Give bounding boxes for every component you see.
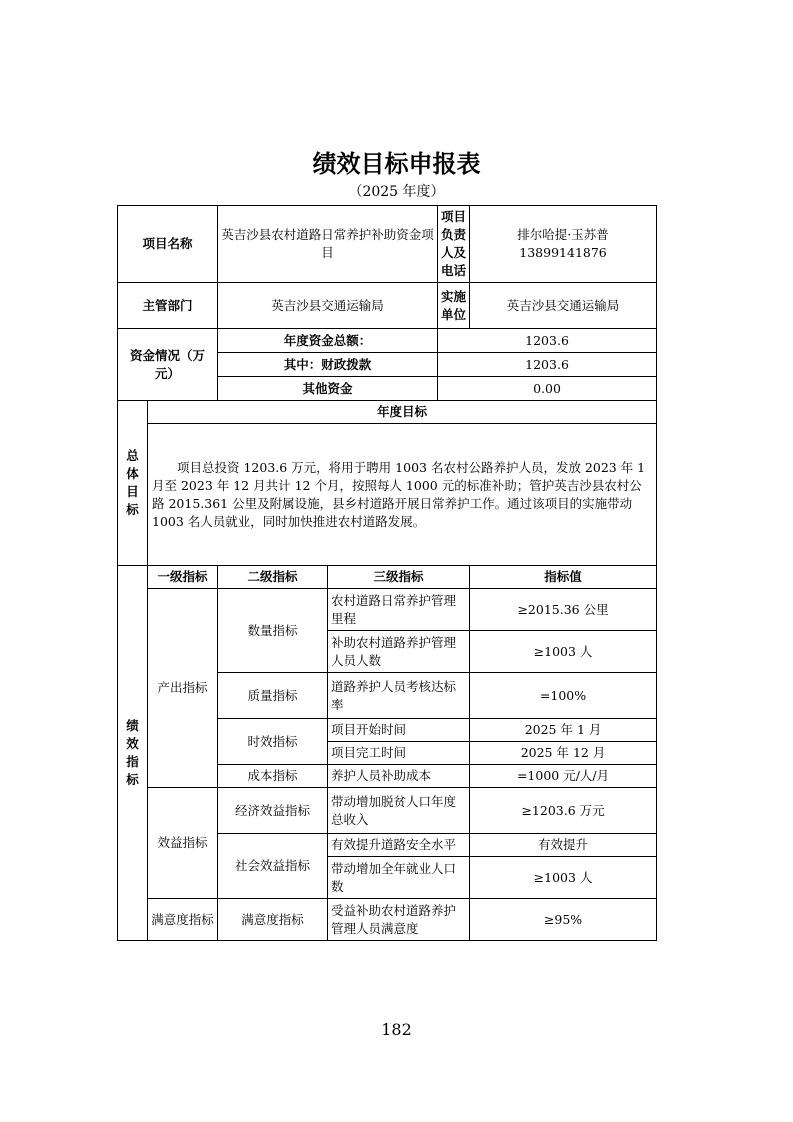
funds-label: 资金情况（万元） [118,329,218,401]
table-row-t1-value: 2025 年 1 月 [470,719,657,742]
indicators-label: 绩效指标 [118,566,148,941]
table-row-ql1-name: 道路养护人员考核达标率 [328,673,470,719]
annual-goal-header: 年度目标 [148,401,657,424]
table-row-q1-name: 农村道路日常养护管理里程 [328,589,470,631]
funds-fiscal-value: 1203.6 [438,353,657,377]
output-indicator: 产出指标 [148,589,218,788]
table-row-c1-value: =1000 元/人/月 [470,765,657,788]
table-row-t2-name: 项目完工时间 [328,742,470,765]
page-title: 绩效目标申报表 [312,150,481,178]
funds-total-value: 1203.6 [438,329,657,353]
impl-value: 英吉沙县交通运输局 [470,283,657,329]
satisfaction-indicator-level2: 满意度指标 [218,899,328,941]
page-number: 182 [381,1020,412,1039]
owner-value: 排尔哈提·玉苏普 13899141876 [470,206,657,283]
table-row-sat1-name: 受益补助农村道路养护管理人员满意度 [328,899,470,941]
cost-indicator: 成本指标 [218,765,328,788]
owner-label: 项目负责人及电话 [438,206,470,283]
table-row-ql1-value: =100% [470,673,657,719]
table-row-q2-name: 补助农村道路养护管理人员人数 [328,631,470,673]
col-level3: 三级指标 [328,566,470,589]
annual-goal-text: 项目总投资 1203.6 万元，将用于聘用 1003 名农村公路养护人员，发放 2023 年 1 月至 2023 年 12 月共计 12 个月，按照每人 1000 元的标准补助；管护英吉沙县农村公路 2015.361 公里及附属设施，县乡村道路开展日常养护工作。通过该项目的实施带动 1003 名人员就业，同时加快推进农村道路发展。 [148,424,657,566]
table-row-s2-name: 带动增加全年就业人口数 [328,857,470,899]
page-subtitle: （2025 年度） [348,184,445,200]
col-level2: 二级指标 [218,566,328,589]
table-row-e1-name: 带动增加脱贫人口年度总收入 [328,788,470,834]
dept-value: 英吉沙县交通运输局 [218,283,438,329]
satisfaction-indicator: 满意度指标 [148,899,218,941]
performance-table [117,205,657,941]
timeliness-indicator: 时效指标 [218,719,328,765]
table-row-sat1-value: ≥95% [470,899,657,941]
economic-indicator: 经济效益指标 [218,788,328,834]
quality-indicator: 质量指标 [218,673,328,719]
project-name-label: 项目名称 [118,206,218,283]
table-row-q1-value: ≥2015.36 公里 [470,589,657,631]
table-row-s1-value: 有效提升 [470,834,657,857]
funds-total-label: 年度资金总额： [218,329,438,353]
table-row-s2-value: ≥1003 人 [470,857,657,899]
table-row-t2-value: 2025 年 12 月 [470,742,657,765]
table-row-q2-value: ≥1003 人 [470,631,657,673]
social-indicator: 社会效益指标 [218,834,328,899]
funds-other-value: 0.00 [438,377,657,401]
col-level1: 一级指标 [148,566,218,589]
table-row-t1-name: 项目开始时间 [328,719,470,742]
table-row-c1-name: 养护人员补助成本 [328,765,470,788]
funds-fiscal-label: 其中：财政拨款 [218,353,438,377]
dept-label: 主管部门 [118,283,218,329]
benefit-indicator: 效益指标 [148,788,218,899]
impl-label: 实施单位 [438,283,470,329]
col-value: 指标值 [470,566,657,589]
table-row-s1-name: 有效提升道路安全水平 [328,834,470,857]
overall-goal-label: 总体目标 [118,401,148,566]
funds-other-label: 其他资金 [218,377,438,401]
project-name-value: 英吉沙县农村道路日常养护补助资金项目 [218,206,438,283]
quantity-indicator: 数量指标 [218,589,328,673]
table-row-e1-value: ≥1203.6 万元 [470,788,657,834]
